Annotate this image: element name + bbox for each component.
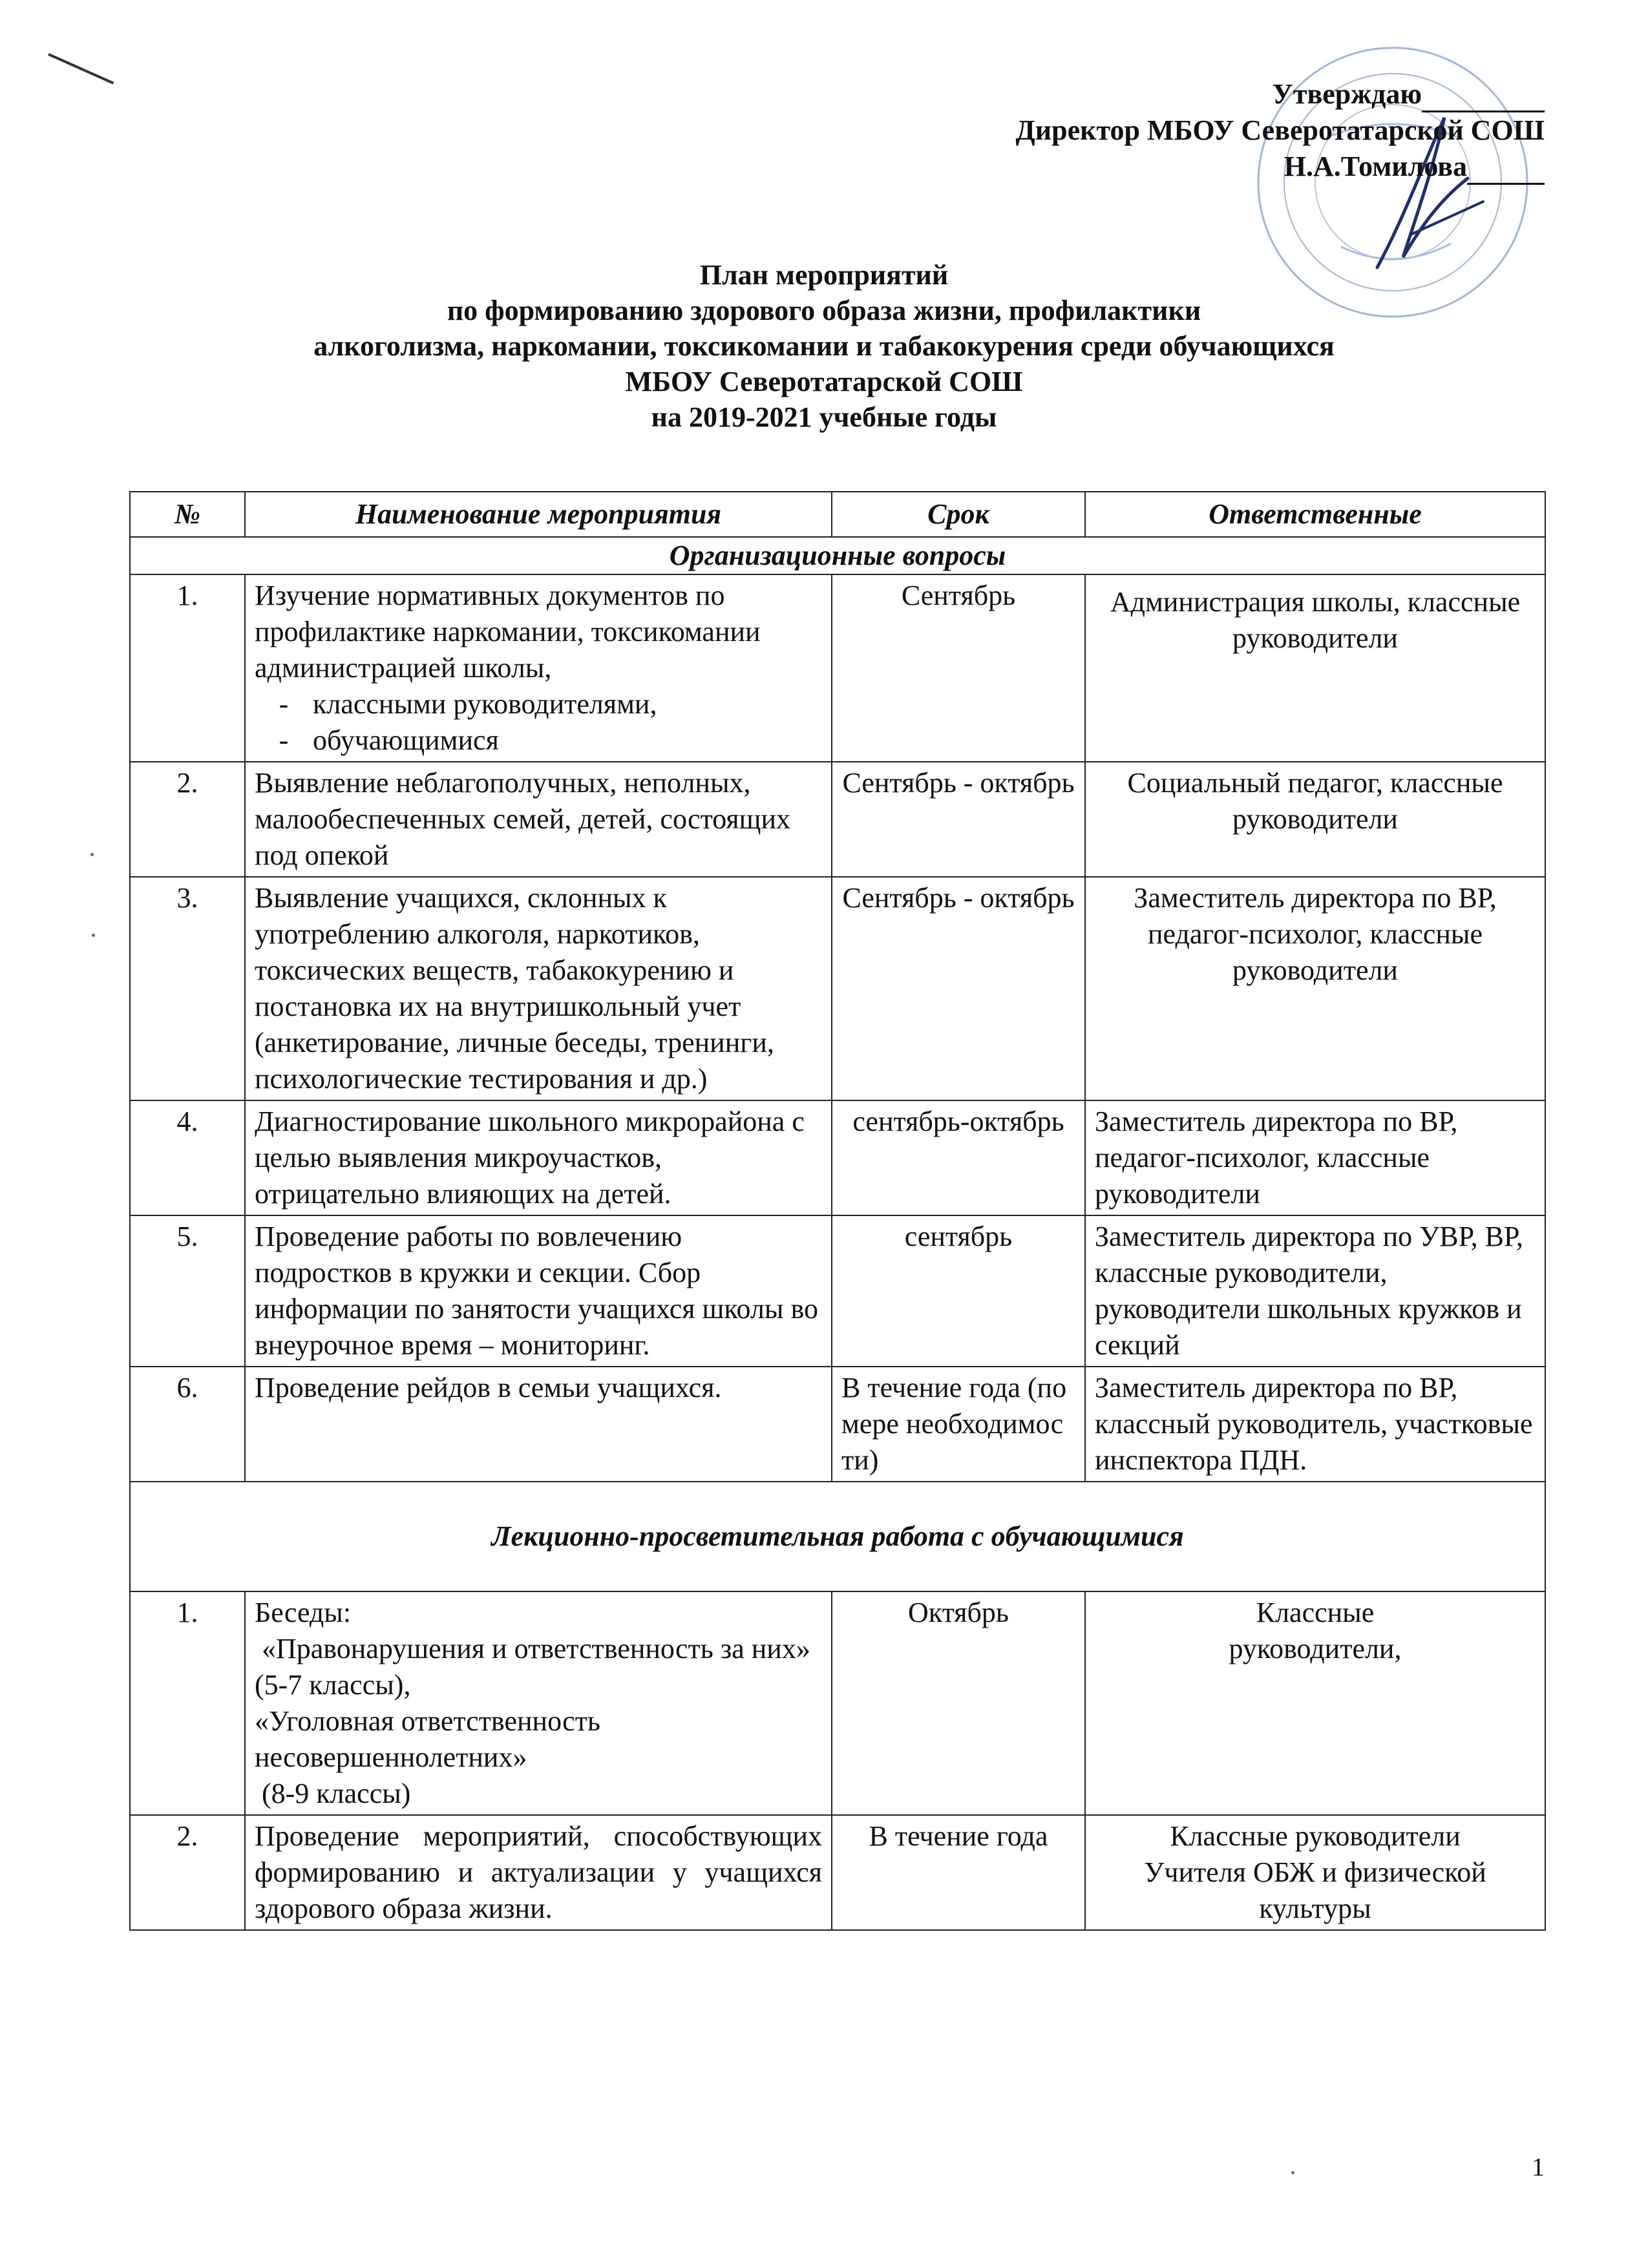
row-number: 1.	[130, 574, 245, 762]
row-term: Сентябрь - октябрь	[832, 877, 1085, 1100]
row-responsible: Социальный педагог, классные руководители	[1085, 762, 1545, 877]
row-event: Проведение рейдов в семьи учащихся.	[245, 1367, 832, 1482]
title-line-3: алкоголизма, наркомании, токсикомании и табакокурения среди обучающихся	[313, 330, 1335, 362]
row-responsible: Заместитель директора по ВР, педагог-психолог, классные руководители	[1085, 1100, 1545, 1215]
table-row	[130, 762, 1545, 877]
row-event: Выявление неблагополучных, неполных, малообеспеченных семей, детей, состоящих под опекой	[245, 762, 832, 877]
header-number: №	[130, 492, 245, 537]
row-event	[245, 574, 832, 762]
table-row	[130, 877, 1545, 1100]
speck	[1291, 2171, 1294, 2174]
speck	[90, 853, 94, 856]
row-responsible: Заместитель директора по ВР, педагог-психолог, классные руководители	[1085, 877, 1545, 1100]
activity-plan-table	[129, 491, 1546, 1931]
row-term: В течение года (по мере необходимости)	[832, 1367, 1085, 1482]
row-event: Выявление учащихся, склонных к употреблению алкоголя, наркотиков, токсических веществ, табакокурению и постановка их на внутришкольный учет (анкетирование, личные беседы, тренинги, психологические тестирования и др.)	[245, 877, 832, 1100]
row-responsible: Заместитель директора по УВР, ВР, классные руководители, руководители школьных кружков и секций	[1085, 1215, 1545, 1367]
row-term: Сентябрь	[832, 574, 1085, 762]
title-line-4: МБОУ Северотатарской СОШ	[625, 366, 1023, 397]
row-responsible: Администрация школы, классные руководители	[1085, 574, 1545, 762]
row-event-line: «Правонарушения и ответственность за них» (5-7 классы),	[255, 1633, 818, 1701]
table-header-row	[130, 492, 1545, 537]
approval-line-1: Утверждаю	[1016, 76, 1545, 112]
approval-name: Н.А.Томилова	[1016, 149, 1545, 185]
table-row	[130, 1367, 1545, 1482]
row-responsible-line: Классные руководители	[1170, 1820, 1461, 1852]
page-number: 1	[1532, 2152, 1545, 2181]
row-term: Октябрь	[832, 1591, 1085, 1815]
approval-director: Директор МБОУ Северотатарской СОШ	[1015, 114, 1545, 146]
speck	[92, 934, 95, 937]
section-organizational: Организационные вопросы	[130, 537, 1545, 574]
title-line-5: на 2019-2021 учебные годы	[651, 401, 997, 433]
row-responsible-line: Учителя ОБЖ и физической культуры	[1144, 1856, 1486, 1924]
pen-scratch-mark	[48, 53, 114, 84]
title-line-1: План мероприятий	[699, 259, 949, 291]
row-event: Проведение мероприятий, способствующих формированию и актуализации у учащихся здорового образа жизни.	[245, 1815, 832, 1930]
header-event-name: Наименование мероприятия	[245, 492, 832, 537]
approval-block	[1016, 76, 1545, 185]
header-term: Срок	[832, 492, 1085, 537]
table-row	[130, 574, 1545, 762]
document-title	[0, 257, 1648, 435]
row-number: 1.	[130, 1591, 245, 1815]
row-event: Проведение работы по вовлечению подростков в кружки и секции. Сбор информации по занятости учащихся школы во внеурочное время – мониторинг.	[245, 1215, 832, 1367]
table-row	[130, 1100, 1545, 1215]
table-row	[130, 1215, 1545, 1367]
title-line-2: по формированию здорового образа жизни, профилактики	[447, 295, 1201, 326]
table-row	[130, 1591, 1545, 1815]
row-number: 3.	[130, 877, 245, 1100]
row-number: 2.	[130, 1815, 245, 1930]
row-event-line: «Уголовная ответственность несовершеннолетних»	[255, 1705, 600, 1773]
table-row	[130, 1815, 1545, 1930]
section-lectures: Лекционно-просветительная работа с обучающимися	[130, 1482, 1545, 1591]
row-number: 5.	[130, 1215, 245, 1367]
row-event-line: Беседы:	[255, 1597, 352, 1628]
row-term: В течение года	[832, 1815, 1085, 1930]
row-responsible	[1085, 1815, 1545, 1930]
row-responsible: Классные руководители,	[1085, 1591, 1545, 1815]
row-term: сентябрь-октябрь	[832, 1100, 1085, 1215]
row-responsible: Заместитель директора по ВР, классный руководитель, участковые инспектора ПДН.	[1085, 1367, 1545, 1482]
header-responsible: Ответственные	[1085, 492, 1545, 537]
row-event: Диагностирование школьного микрорайона с целью выявления микроучастков, отрицательно влияющих на детей.	[245, 1100, 832, 1215]
row-term: сентябрь	[832, 1215, 1085, 1367]
row-number: 2.	[130, 762, 245, 877]
row-event-subitem: - классными руководителями,	[279, 688, 657, 720]
section-row	[130, 537, 1545, 574]
row-event-line: (8-9 классы)	[255, 1778, 411, 1809]
row-event	[245, 1591, 832, 1815]
row-event-subitem: - обучающимися	[279, 724, 499, 756]
row-term: Сентябрь - октябрь	[832, 762, 1085, 877]
row-number: 4.	[130, 1100, 245, 1215]
row-event-text: Изучение нормативных документов по профилактике наркомании, токсикомании администрацией школы,	[255, 580, 761, 684]
row-number: 6.	[130, 1367, 245, 1482]
section-row	[130, 1482, 1545, 1591]
